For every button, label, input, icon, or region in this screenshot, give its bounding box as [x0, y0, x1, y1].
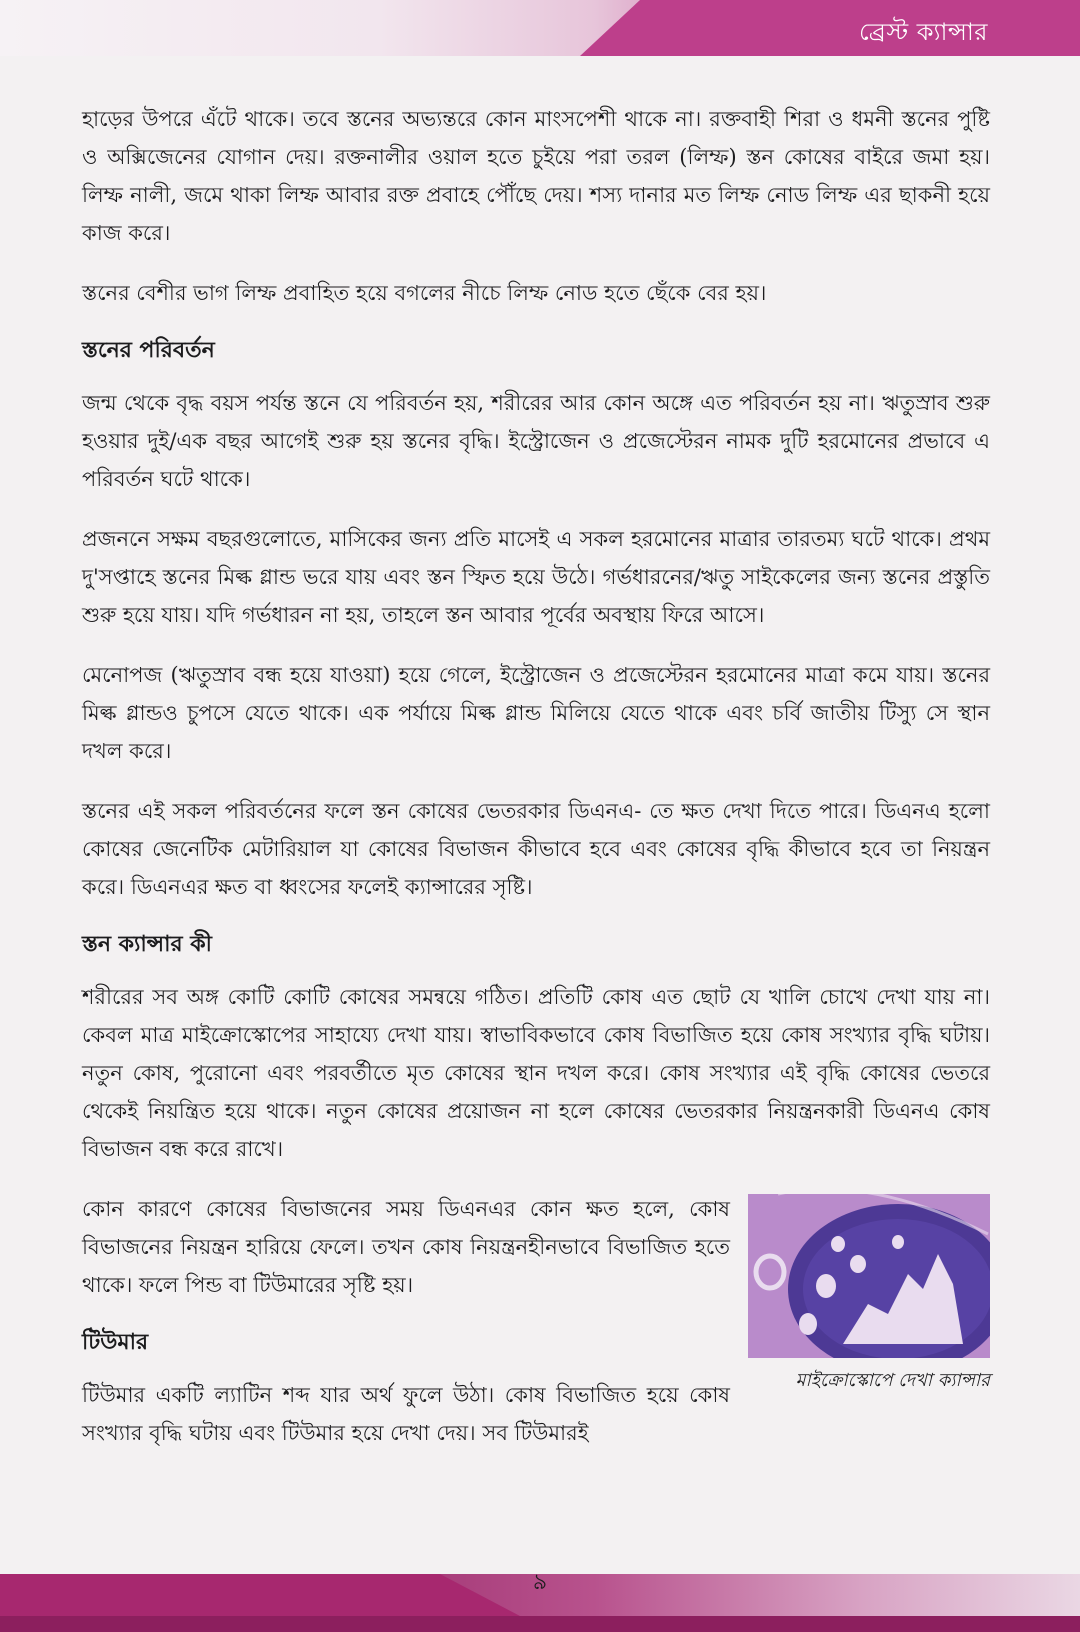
section-heading-tumor: টিউমার [82, 1329, 149, 1355]
paragraph: প্রজননে সক্ষম বছরগুলোতে, মাসিকের জন্য প্রতি মাসেই এ সকল হরমোনের মাত্রার তারতম্য ঘটে থাকে। প্রথম দু'সপ্তাহে স্তনের মিল্ক গ্লান্ড ভরে যায় এবং স্তন স্ফিত হয়ে উঠে। গর্ভধারনের/ঋতু সাইকেলের জন্য স্তনের প্রস্তুতি শুরু হয়ে যায়। যদি গর্ভধারন না হয়, তাহলে স্তন আবার পূর্বের অবস্থায় ফিরে আসে। [82, 527, 990, 627]
microscope-tissue-illustration [748, 1194, 990, 1358]
paragraph: টিউমার একটি ল্যাটিন শব্দ যার অর্থ ফুলে উঠা। কোষ বিভাজিত হয়ে কোষ সংখ্যার বৃদ্ধি ঘটায় এবং টিউমার হয়ে দেখা দেয়। সব টিউমারই [82, 1383, 730, 1445]
paragraph: স্তনের বেশীর ভাগ লিম্ফ প্রবাহিত হয়ে বগলের নীচে লিম্ফ নোড হতে ছেঁকে বের হয়। [82, 281, 767, 305]
paragraph: মেনোপজ (ঋতুস্রাব বন্ধ হয়ে যাওয়া) হয়ে গেলে, ইস্ট্রোজেন ও প্রজেস্টেরন হরমোনের মাত্রা কমে যায়। স্তনের মিল্ক গ্লান্ডও চুপসে যেতে থাকে। এক পর্যায়ে মিল্ক গ্লান্ড মিলিয়ে যেতে থাকে এবং চর্বি জাতীয় টিস্যু সে স্থান দখল করে। [82, 663, 990, 763]
running-header-title: ব্রেস্ট ক্যান্সার [859, 18, 988, 46]
page-number: ৯ [532, 1570, 548, 1595]
header-tab [580, 0, 1080, 56]
figure-caption: মাইক্রোস্কোপে দেখা ক্যান্সার [795, 1370, 990, 1391]
footer-stripe [0, 1616, 1080, 1632]
section-heading-breast-changes: স্তনের পরিবর্তন [82, 337, 215, 363]
page-content [82, 100, 990, 1474]
section-heading-what-is-breast-cancer: স্তন ক্যান্সার কী [82, 931, 212, 957]
microscope-image [748, 1194, 990, 1358]
figure-microscope [748, 1194, 990, 1397]
paragraph: শরীরের সব অঙ্গ কোটি কোটি কোষের সমন্বয়ে গঠিত। প্রতিটি কোষ এত ছোট যে খালি চোখে দেখা যায় না। কেবল মাত্র মাইক্রোস্কোপের সাহায্যে দেখা যায়। স্বাভাবিকভাবে কোষ বিভাজিত হয়ে কোষ সংখ্যার বৃদ্ধি ঘটায়। নতুন কোষ, পুরোনো এবং পরবর্তীতে মৃত কোষের স্থান দখল করে। কোষ সংখ্যার এই বৃদ্ধি কোষের ভেতরে থেকেই নিয়ন্ত্রিত হয়ে থাকে। নতুন কোষের প্রয়োজন না হলে কোষের ভেতরকার নিয়ন্ত্রনকারী ডিএনএ কোষ বিভাজন বন্ধ করে রাখে। [82, 985, 990, 1161]
paragraph: কোন কারণে কোষের বিভাজনের সময় ডিএনএর কোন ক্ষত হলে, কোষ বিভাজনের নিয়ন্ত্রন হারিয়ে ফেলে। তখন কোষ নিয়ন্ত্রনহীনভাবে বিভাজিত হতে থাকে। ফলে পিন্ড বা টিউমারের সৃষ্টি হয়। [82, 1197, 730, 1297]
paragraph: জন্ম থেকে বৃদ্ধ বয়স পর্যন্ত স্তনে যে পরিবর্তন হয়, শরীরের আর কোন অঙ্গে এত পরিবর্তন হয় না। ঋতুস্রাব শুরু হওয়ার দুই/এক বছর আগেই শুরু হয় স্তনের বৃদ্ধি। ইস্ট্রোজেন ও প্রজেস্টেরন নামক দুটি হরমোনের প্রভাবে এ পরিবর্তন ঘটে থাকে। [82, 391, 990, 491]
paragraph: হাড়ের উপরে এঁটে থাকে। তবে স্তনের অভ্যন্তরে কোন মাংসপেশী থাকে না। রক্তবাহী শিরা ও ধমনী স্তনের পুষ্টি ও অক্সিজেনের যোগান দেয়। রক্তনালীর ওয়াল হতে চুইয়ে পরা তরল (লিম্ফ) স্তন কোষের বাইরে জমা হয়। লিম্ফ নালী, জমে থাকা লিম্ফ আবার রক্ত প্রবাহে পৌঁছে দেয়। শস্য দানার মত লিম্ফ নোড লিম্ফ এর ছাকনী হয়ে কাজ করে। [82, 107, 990, 245]
paragraph: স্তনের এই সকল পরিবর্তনের ফলে স্তন কোষের ভেতরকার ডিএনএ- তে ক্ষত দেখা দিতে পারে। ডিএনএ হলো কোষের জেনেটিক মেটারিয়াল যা কোষের বিভাজন কীভাবে হবে এবং কোষের বৃদ্ধি কীভাবে হবে তা নিয়ন্ত্রন করে। ডিএনএর ক্ষত বা ধ্বংসের ফলেই ক্যান্সারের সৃষ্টি। [82, 799, 990, 899]
